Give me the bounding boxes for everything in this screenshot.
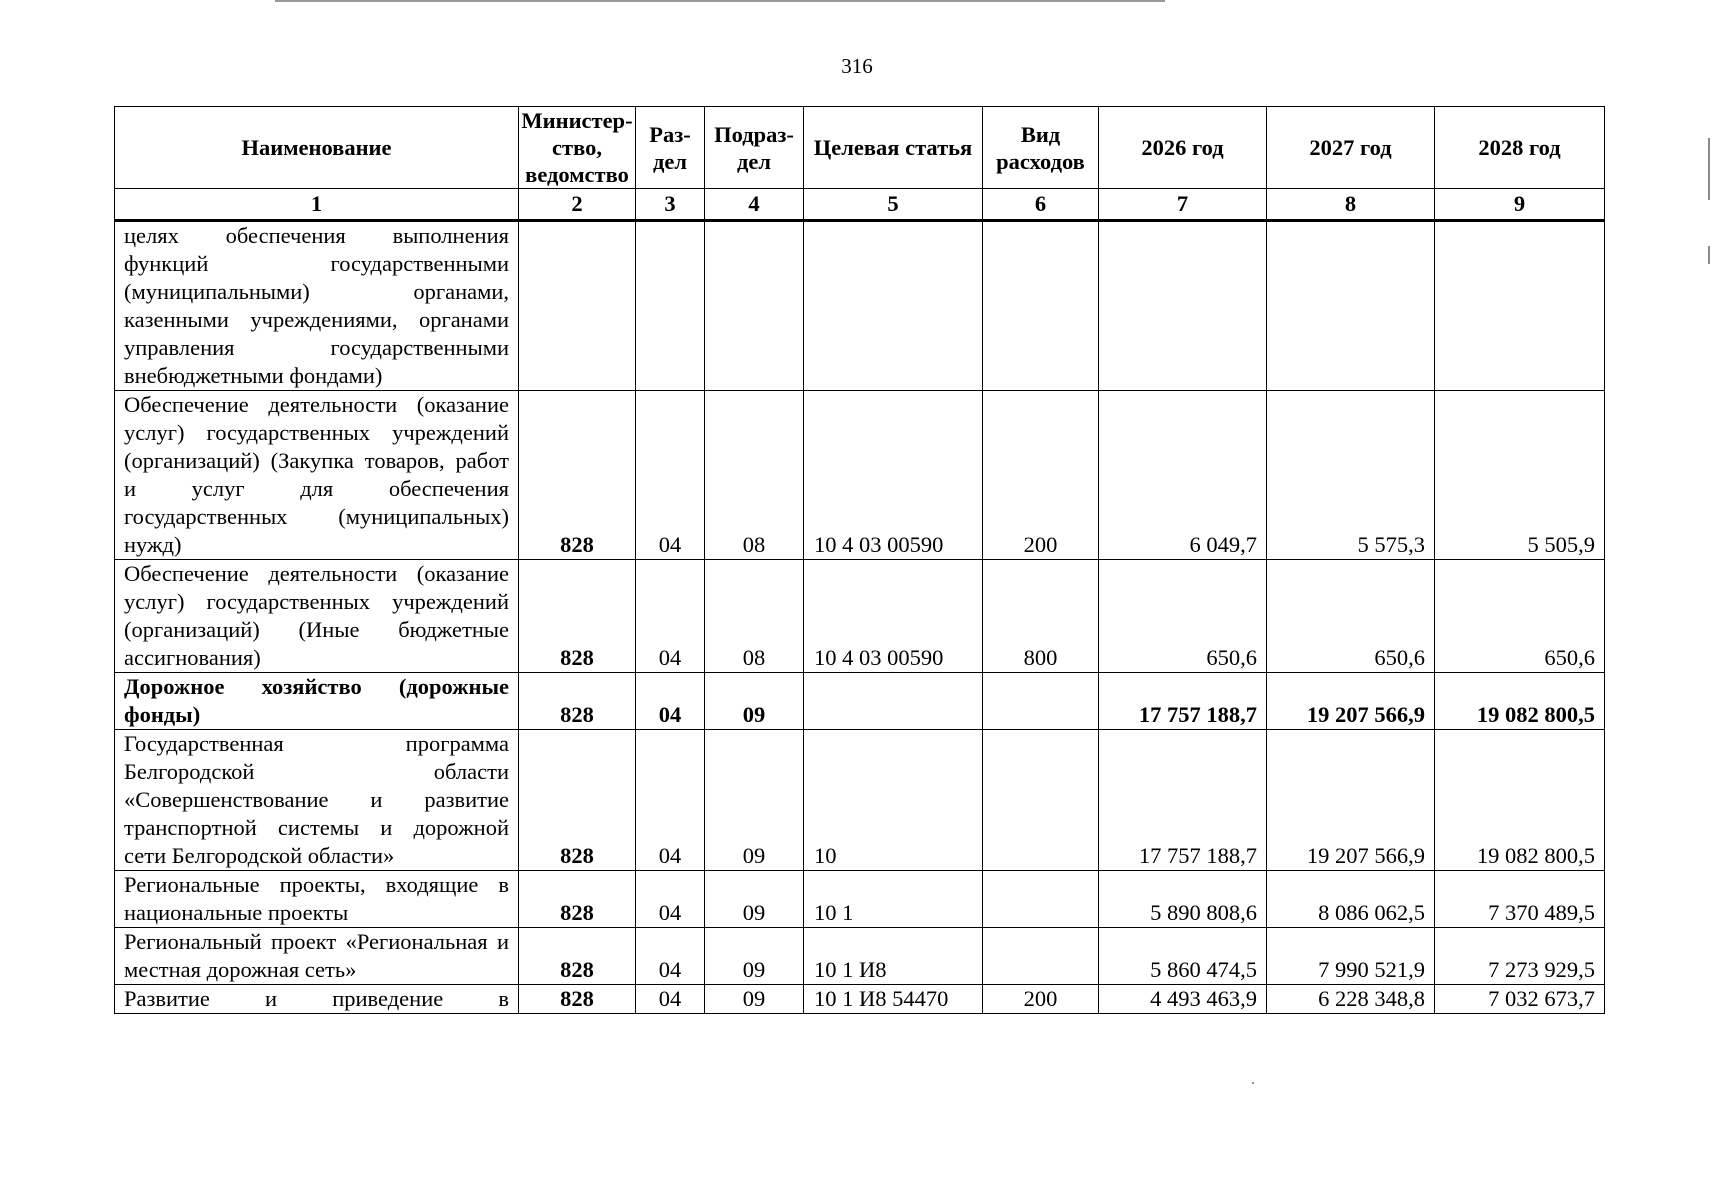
scan-dot xyxy=(1252,1082,1254,1084)
row-name: Дорожное хозяйство (дорожные фонды) xyxy=(115,673,519,730)
row-2027: 5 575,3 xyxy=(1267,391,1435,560)
page-number: 316 xyxy=(841,54,873,78)
column-number: 4 xyxy=(705,189,804,221)
row-2026: 4 493 463,9 xyxy=(1099,985,1267,1014)
row-subsection xyxy=(705,221,804,391)
row-2028: 650,6 xyxy=(1435,560,1605,673)
row-ministry: 828 xyxy=(519,928,636,985)
table-row xyxy=(115,871,1605,928)
header-row xyxy=(115,107,1605,189)
column-number: 5 xyxy=(804,189,983,221)
row-2028: 7 370 489,5 xyxy=(1435,871,1605,928)
column-number-row xyxy=(115,189,1605,221)
header-2026: 2026 год xyxy=(1099,107,1267,189)
row-subsection: 09 xyxy=(705,985,804,1014)
scan-edge-mark xyxy=(1708,138,1710,200)
row-2026: 5 860 474,5 xyxy=(1099,928,1267,985)
row-section: 04 xyxy=(636,871,705,928)
header-2027: 2027 год xyxy=(1267,107,1435,189)
row-ministry: 828 xyxy=(519,391,636,560)
header-expense-type: Вид расходов xyxy=(983,107,1099,189)
row-name: Обеспечение деятельности (оказание услуг) государственных учреждений (организаций) (Иные бюджетные ассигнования) xyxy=(115,560,519,673)
table-row-bold xyxy=(115,673,1605,730)
row-name: Развитие и приведение в xyxy=(115,985,519,1014)
row-expense-type: 200 xyxy=(983,985,1099,1014)
row-expense-type xyxy=(983,871,1099,928)
row-section: 04 xyxy=(636,730,705,871)
row-target: 10 xyxy=(804,730,983,871)
table-row xyxy=(115,391,1605,560)
row-subsection: 09 xyxy=(705,871,804,928)
row-2027: 7 990 521,9 xyxy=(1267,928,1435,985)
row-section: 04 xyxy=(636,673,705,730)
row-2026: 17 757 188,7 xyxy=(1099,673,1267,730)
table-row xyxy=(115,730,1605,871)
header-name: Наименование xyxy=(115,107,519,189)
row-subsection: 09 xyxy=(705,673,804,730)
row-target xyxy=(804,673,983,730)
table-row xyxy=(115,221,1605,391)
column-number: 3 xyxy=(636,189,705,221)
table-row xyxy=(115,928,1605,985)
row-2028: 7 273 929,5 xyxy=(1435,928,1605,985)
row-target: 10 1 xyxy=(804,871,983,928)
row-ministry: 828 xyxy=(519,560,636,673)
row-expense-type xyxy=(983,221,1099,391)
row-ministry: 828 xyxy=(519,985,636,1014)
row-2028: 5 505,9 xyxy=(1435,391,1605,560)
row-2028: 19 082 800,5 xyxy=(1435,673,1605,730)
row-section: 04 xyxy=(636,391,705,560)
row-2026: 650,6 xyxy=(1099,560,1267,673)
table-row xyxy=(115,985,1605,1014)
row-section: 04 xyxy=(636,560,705,673)
header-target: Целевая статья xyxy=(804,107,983,189)
budget-table xyxy=(114,106,1605,1014)
row-section: 04 xyxy=(636,985,705,1014)
column-number: 6 xyxy=(983,189,1099,221)
row-ministry: 828 xyxy=(519,673,636,730)
row-name: Региональный проект «Региональная и местная дорожная сеть» xyxy=(115,928,519,985)
row-target: 10 1 И8 54470 xyxy=(804,985,983,1014)
row-expense-type: 200 xyxy=(983,391,1099,560)
row-2028 xyxy=(1435,221,1605,391)
row-expense-type xyxy=(983,928,1099,985)
column-number: 7 xyxy=(1099,189,1267,221)
row-target: 10 4 03 00590 xyxy=(804,560,983,673)
column-number: 9 xyxy=(1435,189,1605,221)
row-2028: 19 082 800,5 xyxy=(1435,730,1605,871)
column-number: 1 xyxy=(115,189,519,221)
scan-edge-mark xyxy=(1708,246,1710,264)
row-2027: 650,6 xyxy=(1267,560,1435,673)
row-section: 04 xyxy=(636,928,705,985)
row-2027 xyxy=(1267,221,1435,391)
row-expense-type: 800 xyxy=(983,560,1099,673)
row-ministry xyxy=(519,221,636,391)
row-expense-type xyxy=(983,673,1099,730)
row-expense-type xyxy=(983,730,1099,871)
row-subsection: 09 xyxy=(705,928,804,985)
row-2026: 5 890 808,6 xyxy=(1099,871,1267,928)
row-name: целях обеспечения выполнения функций государственными (муниципальными) органами, казенными учреждениями, органами управления государственными внебюджетными фондами) xyxy=(115,221,519,391)
row-2026: 6 049,7 xyxy=(1099,391,1267,560)
row-2027: 19 207 566,9 xyxy=(1267,673,1435,730)
header-subsection: Подраз-дел xyxy=(705,107,804,189)
row-target: 10 4 03 00590 xyxy=(804,391,983,560)
header-section: Раз-дел xyxy=(636,107,705,189)
row-subsection: 08 xyxy=(705,391,804,560)
row-ministry: 828 xyxy=(519,730,636,871)
row-target: 10 1 И8 xyxy=(804,928,983,985)
row-ministry: 828 xyxy=(519,871,636,928)
top-rule xyxy=(275,0,1165,2)
row-2027: 19 207 566,9 xyxy=(1267,730,1435,871)
row-section xyxy=(636,221,705,391)
row-2027: 8 086 062,5 xyxy=(1267,871,1435,928)
header-ministry: Министер-ство, ведомство xyxy=(519,107,636,189)
table-row xyxy=(115,560,1605,673)
row-subsection: 09 xyxy=(705,730,804,871)
row-name: Обеспечение деятельности (оказание услуг) государственных учреждений (организаций) (Закупка товаров, работ и услуг для обеспечения государственных (муниципальных) нужд) xyxy=(115,391,519,560)
header-2028: 2028 год xyxy=(1435,107,1605,189)
row-2027: 6 228 348,8 xyxy=(1267,985,1435,1014)
row-name: Государственная программа Белгородской области «Совершенствование и развитие транспортной системы и дорожной сети Белгородской области» xyxy=(115,730,519,871)
row-2028: 7 032 673,7 xyxy=(1435,985,1605,1014)
row-target xyxy=(804,221,983,391)
row-subsection: 08 xyxy=(705,560,804,673)
row-2026 xyxy=(1099,221,1267,391)
column-number: 8 xyxy=(1267,189,1435,221)
row-name: Региональные проекты, входящие в национальные проекты xyxy=(115,871,519,928)
column-number: 2 xyxy=(519,189,636,221)
row-2026: 17 757 188,7 xyxy=(1099,730,1267,871)
